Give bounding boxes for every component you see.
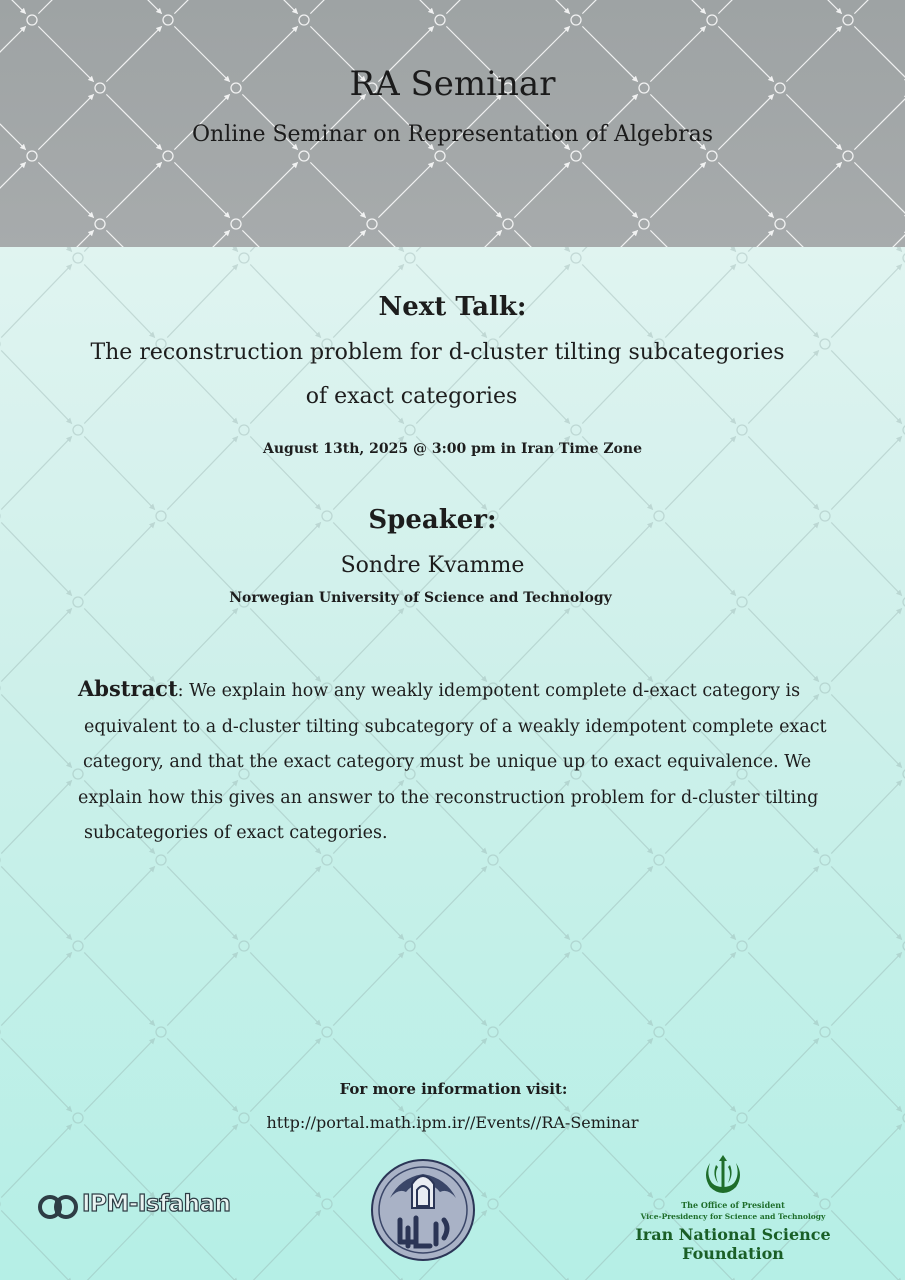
pattern-arrow — [167, 952, 238, 1025]
talk-title-line-1: The reconstruction problem for d-cluster tilting subcategories — [90, 340, 785, 365]
speaker-affiliation: Norwegian University of Science and Technology — [229, 590, 612, 606]
ipm-isfahan-text: IPM-Isfahan — [82, 1191, 231, 1217]
abstract-line: explain how this gives an answer to the reconstruction problem for d-cluster tilting — [78, 787, 819, 808]
pattern-node — [820, 1027, 830, 1037]
pattern-arrow — [38, 0, 93, 14]
pattern-node — [843, 151, 853, 161]
speaker-heading: Speaker: — [368, 505, 497, 535]
pattern-arrow — [786, 162, 841, 217]
pattern-node — [156, 855, 166, 865]
pattern-arrow — [106, 230, 161, 247]
pattern-arrow — [106, 162, 161, 217]
pattern-node — [322, 1199, 332, 1209]
pattern-node — [654, 855, 664, 865]
abstract-line: equivalent to a d-cluster tilting subcategory of a weakly idempotent complete exact — [84, 716, 827, 737]
pattern-node — [73, 941, 83, 951]
pattern-arrow — [499, 866, 570, 939]
pattern-arrow — [718, 162, 773, 217]
pattern-arrow — [1, 866, 71, 939]
info-label: For more information visit: — [339, 1080, 568, 1098]
pattern-arrow — [831, 608, 902, 681]
pattern-node — [322, 1027, 332, 1037]
pattern-node — [299, 151, 309, 161]
pattern-node — [231, 219, 241, 229]
pattern-arrow — [310, 162, 365, 217]
pattern-node — [239, 425, 249, 435]
pattern-arrow — [378, 0, 433, 14]
pattern-node — [405, 941, 415, 951]
pattern-arrow — [582, 952, 653, 1025]
pattern-arrow — [242, 162, 297, 217]
pattern-arrow — [831, 952, 902, 1025]
pattern-node — [571, 15, 581, 25]
pattern-arrow — [416, 866, 487, 939]
pattern-arrow — [499, 1124, 570, 1197]
pattern-arrow — [310, 230, 365, 247]
pattern-arrow — [748, 866, 819, 939]
pattern-node — [737, 425, 747, 435]
pattern-arrow — [854, 162, 905, 217]
pattern-node — [73, 253, 83, 263]
university-seal-icon — [370, 1158, 476, 1262]
pattern-node — [322, 855, 332, 865]
pattern-arrow — [1, 1038, 71, 1111]
pattern-arrow — [1, 780, 71, 853]
pattern-node — [27, 151, 37, 161]
pattern-arrow — [84, 952, 154, 1025]
pattern-node — [95, 219, 105, 229]
pattern-arrow — [650, 0, 705, 14]
abstract-line: : We explain how any weakly idempotent complete d-exact category is — [177, 681, 801, 701]
pattern-arrow — [514, 0, 569, 14]
pattern-arrow — [854, 0, 905, 14]
pattern-node — [488, 1199, 498, 1209]
pattern-node — [843, 15, 853, 25]
pattern-arrow — [650, 230, 705, 247]
speaker-name: Sondre Kvamme — [340, 553, 525, 578]
pattern-arrow — [416, 952, 487, 1025]
pattern-arrow — [84, 1124, 154, 1197]
abstract-line: category, and that the exact category must be unique up to exact equivalence. We — [83, 752, 812, 772]
pattern-arrow — [0, 0, 26, 14]
pattern-arrow — [167, 1038, 238, 1111]
pattern-arrow — [106, 0, 161, 14]
pattern-node — [571, 253, 581, 263]
pattern-arrow — [446, 0, 501, 14]
pattern-arrow — [831, 1038, 902, 1111]
seminar-title: RA Seminar — [349, 64, 556, 104]
pattern-node — [639, 219, 649, 229]
talk-date: August 13th, 2025 @ 3:00 pm in Iran Time Zone — [263, 441, 642, 457]
pattern-arrow — [514, 162, 569, 217]
pattern-node — [707, 15, 717, 25]
pattern-arrow — [378, 162, 433, 217]
pattern-arrow — [514, 230, 569, 247]
pattern-arrow — [1, 1124, 71, 1197]
pattern-arrow — [242, 0, 297, 14]
pattern-arrow — [582, 866, 653, 939]
pattern-arrow — [250, 952, 321, 1025]
pattern-arrow — [250, 1038, 321, 1111]
pattern-arrow — [499, 1038, 570, 1111]
pattern-node — [163, 151, 173, 161]
pattern-arrow — [665, 1038, 736, 1111]
pattern-arrow — [250, 1124, 321, 1197]
abstract-block — [78, 671, 838, 852]
pattern-node — [571, 151, 581, 161]
insf-name: Iran National Science Foundation — [635, 1225, 831, 1263]
pattern-arrow — [499, 952, 570, 1025]
pattern-arrow — [665, 952, 736, 1025]
pattern-arrow — [0, 162, 26, 217]
pattern-arrow — [38, 162, 93, 217]
pattern-arrow — [378, 230, 433, 247]
pattern-arrow — [831, 694, 902, 767]
pattern-arrow — [84, 866, 154, 939]
pattern-arrow — [446, 162, 501, 217]
next-talk-heading: Next Talk: — [378, 292, 527, 322]
pattern-arrow — [665, 866, 736, 939]
pattern-arrow — [582, 1124, 653, 1197]
pattern-node — [405, 253, 415, 263]
pattern-arrow — [1, 952, 71, 1025]
pattern-arrow — [748, 1038, 819, 1111]
info-url-link[interactable]: http://portal.math.ipm.ir//Events//RA-Seminar — [266, 1113, 639, 1132]
abstract-label: Abstract — [78, 676, 178, 701]
pattern-node — [435, 15, 445, 25]
pattern-node — [571, 941, 581, 951]
pattern-arrow — [416, 1038, 487, 1111]
pattern-arrow — [854, 230, 905, 247]
pattern-arrow — [1, 694, 71, 767]
pattern-arrow — [582, 1038, 653, 1111]
pattern-node — [405, 425, 415, 435]
pattern-node — [239, 253, 249, 263]
pattern-node — [654, 1027, 664, 1037]
pattern-arrow — [333, 866, 404, 939]
insf-office-line: The Office of President — [681, 1200, 785, 1210]
pattern-arrow — [786, 0, 841, 14]
pattern-node — [27, 15, 37, 25]
pattern-arrow — [167, 866, 238, 939]
pattern-node — [488, 855, 498, 865]
insf-vice-presidency-line: Vice-Presidency for Science and Technology — [640, 1212, 826, 1221]
pattern-arrow — [582, 0, 637, 14]
pattern-arrow — [167, 1124, 238, 1197]
seminar-subtitle: Online Seminar on Representation of Algebras — [192, 122, 713, 147]
pattern-arrow — [310, 0, 365, 14]
pattern-node — [488, 1027, 498, 1037]
pattern-arrow — [786, 230, 841, 247]
pattern-arrow — [250, 1210, 321, 1280]
pattern-node — [737, 941, 747, 951]
pattern-arrow — [718, 230, 773, 247]
pattern-arrow — [242, 230, 297, 247]
pattern-arrow — [174, 0, 229, 14]
pattern-node — [571, 425, 581, 435]
pattern-arrow — [333, 952, 404, 1025]
pattern-node — [707, 151, 717, 161]
pattern-arrow — [718, 0, 773, 14]
pattern-arrow — [831, 780, 902, 853]
pattern-arrow — [1, 608, 71, 681]
pattern-arrow — [748, 952, 819, 1025]
pattern-arrow — [446, 230, 501, 247]
pattern-arrow — [582, 162, 637, 217]
pattern-node — [367, 219, 377, 229]
iran-emblem-icon — [700, 1155, 746, 1197]
pattern-node — [775, 219, 785, 229]
pattern-arrow — [174, 230, 229, 247]
talk-title-line-2: of exact categories — [305, 384, 518, 409]
pattern-arrow — [38, 230, 93, 247]
pattern-arrow — [333, 1038, 404, 1111]
pattern-arrow — [582, 230, 637, 247]
pattern-node — [239, 941, 249, 951]
pattern-arrow — [174, 162, 229, 217]
pattern-arrow — [0, 230, 26, 247]
pattern-arrow — [499, 1210, 570, 1280]
pattern-arrow — [84, 1038, 154, 1111]
pattern-node — [163, 15, 173, 25]
pattern-arrow — [831, 1124, 902, 1197]
pattern-node — [299, 15, 309, 25]
pattern-arrow — [250, 866, 321, 939]
pattern-arrow — [831, 866, 902, 939]
pattern-node — [156, 1027, 166, 1037]
pattern-node — [503, 219, 513, 229]
pattern-node — [73, 425, 83, 435]
pattern-node — [435, 151, 445, 161]
pattern-node — [820, 855, 830, 865]
pattern-node — [737, 253, 747, 263]
pattern-arrow — [748, 1124, 819, 1197]
pattern-arrow — [650, 162, 705, 217]
header-banner — [0, 0, 905, 247]
abstract-line: subcategories of exact categories. — [84, 823, 388, 843]
